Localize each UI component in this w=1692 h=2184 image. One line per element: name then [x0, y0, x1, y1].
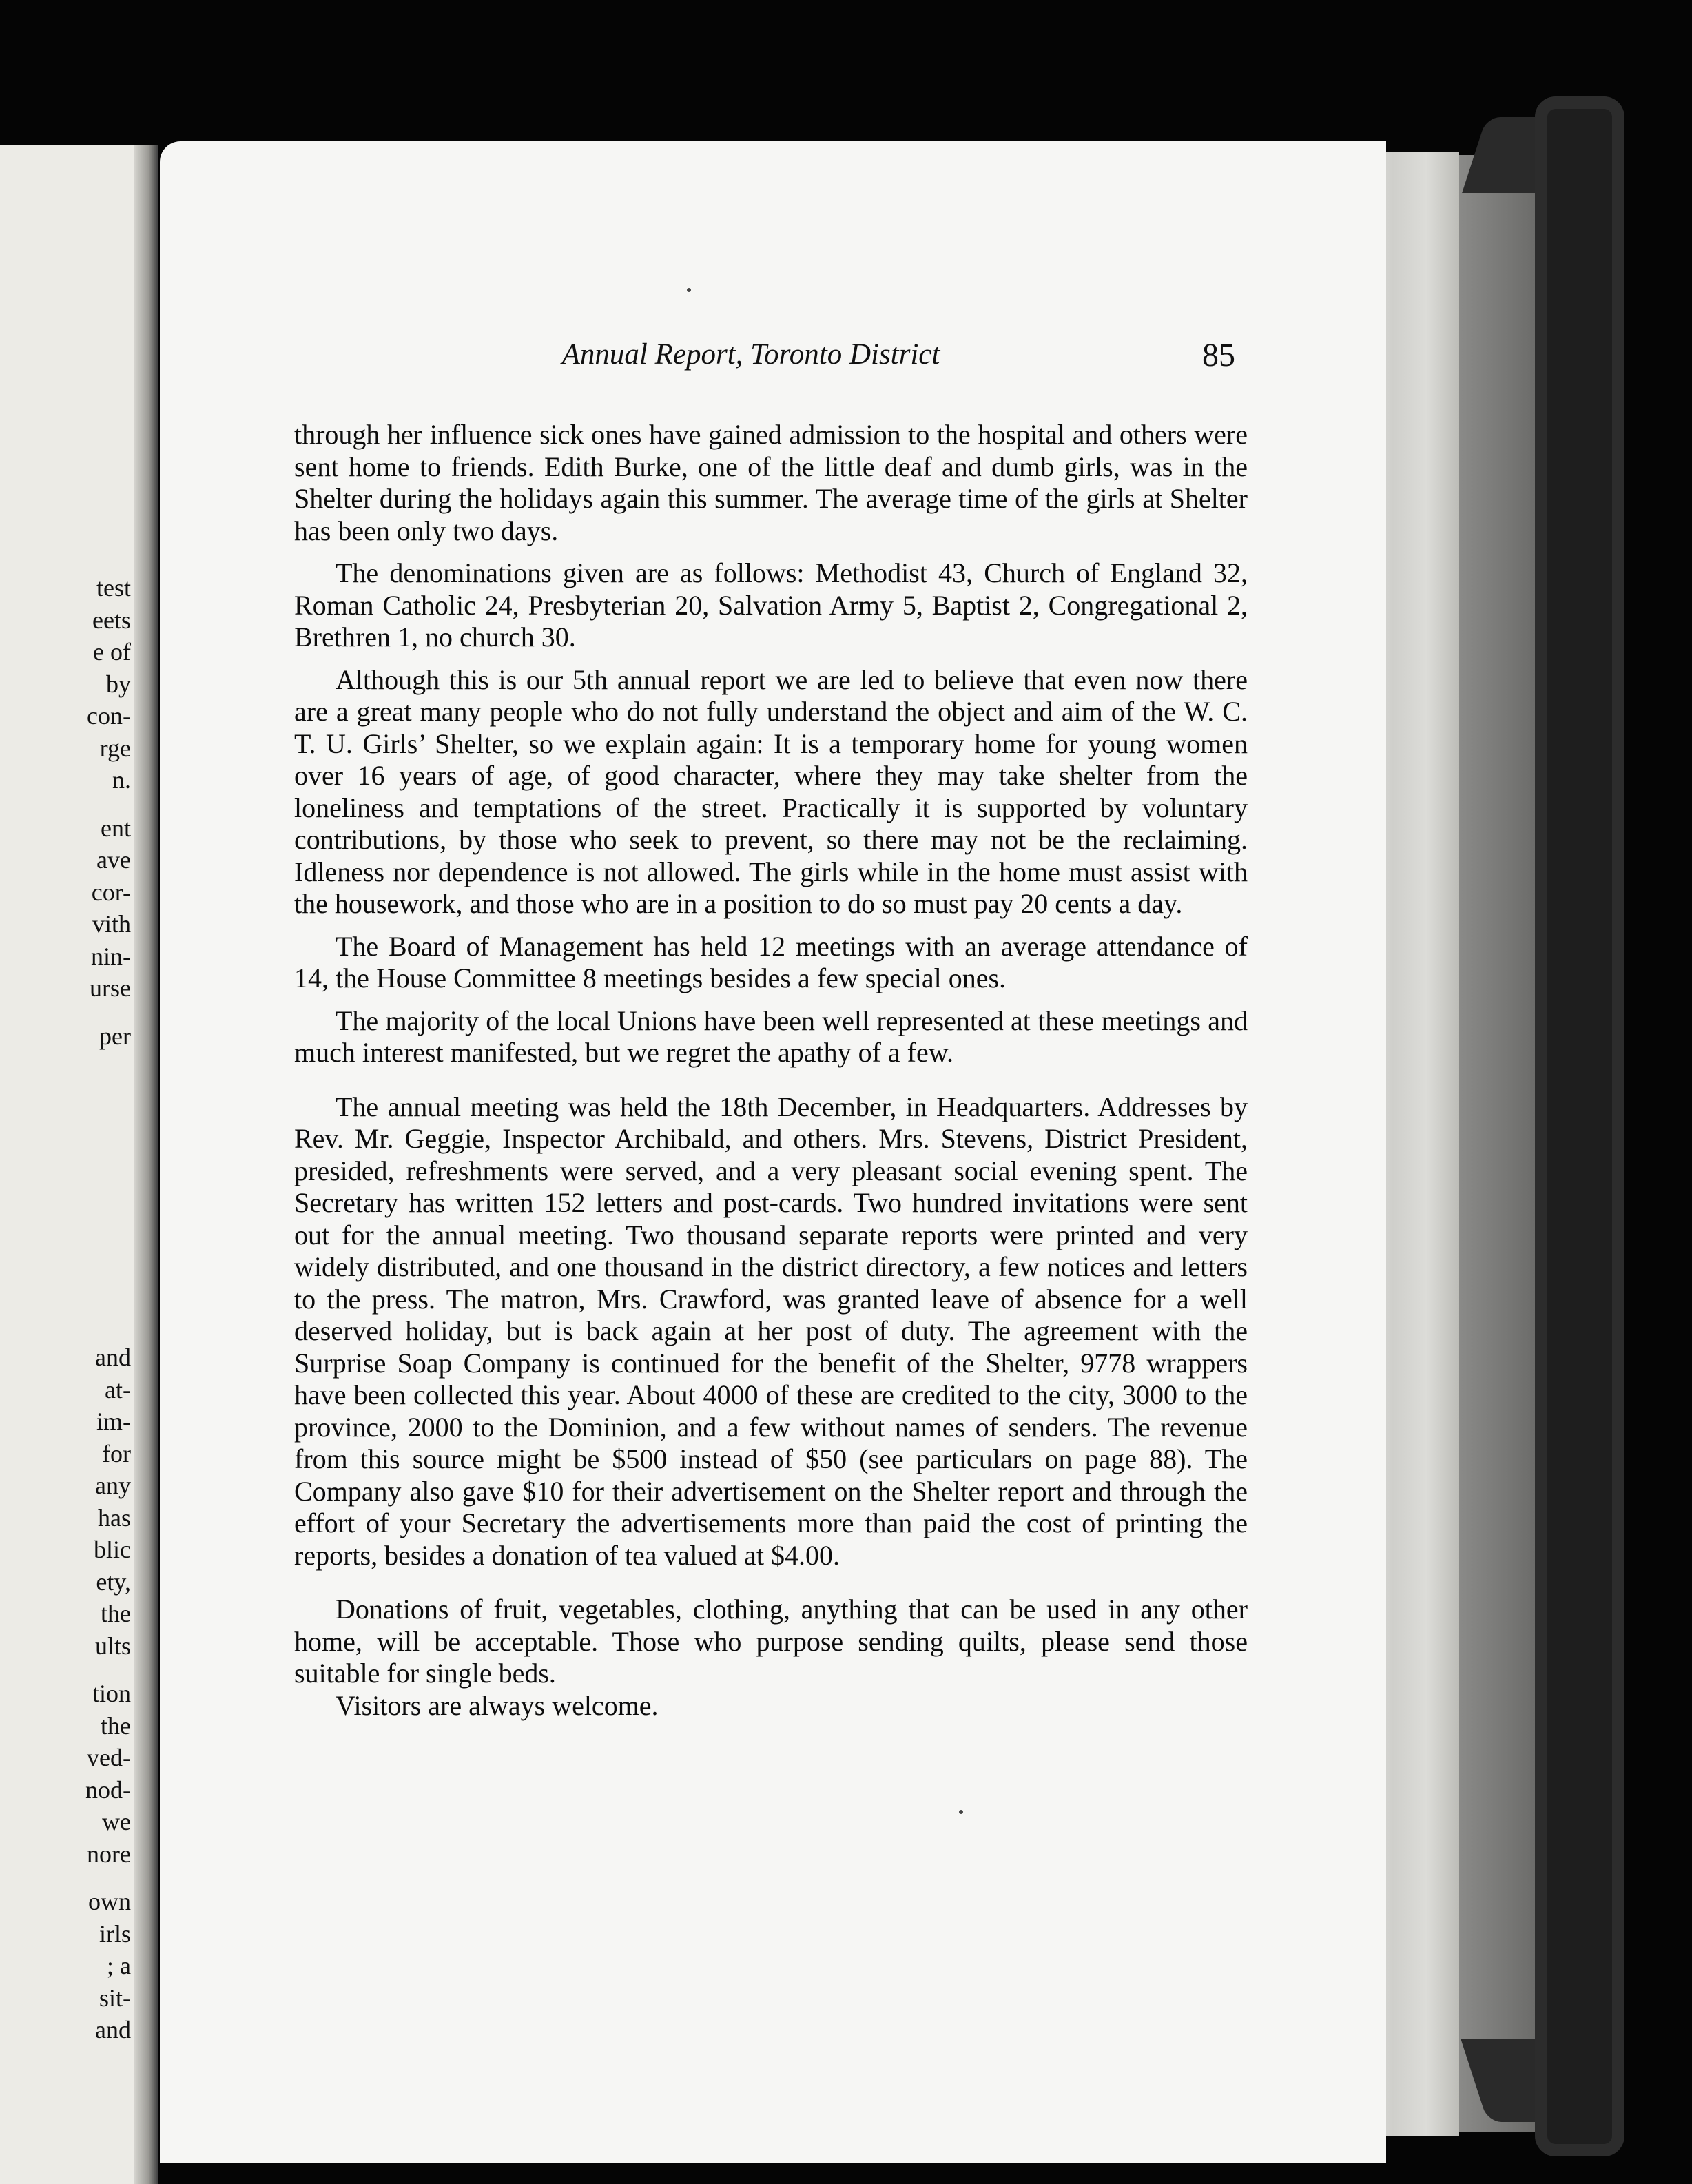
left-page-line: n.	[112, 766, 131, 794]
left-page-line: tion	[92, 1680, 131, 1707]
left-page-line: e of	[93, 638, 131, 666]
left-page-line: ved-	[87, 1744, 131, 1771]
left-page-line	[0, 1052, 131, 1341]
left-page-line: blic	[94, 1536, 131, 1563]
left-page-line: ave	[96, 846, 131, 874]
paper-speck	[959, 1810, 963, 1814]
left-page-line: per	[99, 1022, 131, 1050]
left-page-line: nore	[87, 1840, 131, 1868]
paragraph: Although this is our 5th annual report we are led to believe that even now there are a great many people who do not fully understand the object and aim of the W. C. T. U. Girls’ Shelter, so we explain again: It is a temporary home for young women over 16 years of age, of good character, where they may take shelter from the loneliness and temptations of the street. Practically it is supported by voluntary contributions, by those who seek to prevent, so there may not be the reclaiming. Idleness nor dependence is not allowed. The girls while in the home must assist with the housework, and those who are in a position to do so must pay 20 cents a day.	[294, 663, 1248, 919]
left-page-line: ent	[101, 814, 131, 842]
left-page-line	[0, 1662, 131, 1678]
left-page-line: vith	[92, 910, 131, 938]
paragraph: The denominations given are as follows: Methodist 43, Church of England 32, Roman Catholic 24, Presbyterian 20, Salvation Army 5, Baptist 2, Congregational 2, Brethren 1, no church 30.	[294, 557, 1248, 652]
left-page-line: we	[102, 1808, 131, 1835]
book-gutter	[134, 145, 158, 2184]
paragraph: The majority of the local Unions have been well represented at these meetings and much interest manifested, but we regret the apathy of a few.	[294, 1005, 1248, 1068]
left-page-line: im-	[96, 1408, 131, 1435]
paragraph: The annual meeting was held the 18th December, in Headquarters. Addresses by Rev. Mr. Geggie, Inspector Archibald, and others. Mrs. Stevens, District President, presided, refreshments were served, and a very pleasant social evening spent. The Secretary has written 152 letters and post-cards. Two hundred invitations were sent out for the annual meeting. Two thousand separate reports were printed and very widely distributed, and one thousand in the district directory, a few notices and letters to the press. The matron, Mrs. Crawford, was granted leave of absence for a well deserved holiday, but is back again at her post of duty. The agreement with the Surprise Soap Company is continued for the benefit of the Shelter, 9778 wrappers have been collected this year. About 4000 of these are credited to the city, 3000 to the province, 2000 to the Dominion, and a few without names of senders. The revenue from this source might be $500 instead of $50 (see particulars on page 88). The Company also gave $10 for their advertisement on the Shelter report and through the effort of your Secretary the advertisements more than paid the cost of printing the reports, besides a donation of tea valued at $4.00.	[294, 1091, 1248, 1571]
left-page-line	[0, 796, 131, 812]
left-page-line: at-	[105, 1375, 131, 1403]
left-page-line: and	[95, 1343, 131, 1371]
left-page-line: sit-	[99, 1984, 131, 2012]
left-page-line: any	[95, 1472, 131, 1499]
left-page-line: cor-	[91, 878, 131, 906]
paper-speck	[687, 288, 691, 292]
left-page-line	[0, 1870, 131, 1886]
left-page-line: irls	[99, 1919, 131, 1948]
body-text	[294, 419, 1248, 1732]
left-page-line: eets	[92, 606, 131, 634]
left-page-line: nod-	[85, 1775, 131, 1804]
paragraph: The Board of Management has held 12 meetings with an average attendance of 14, the House Committee 8 meetings besides a few special ones.	[294, 930, 1248, 993]
left-page-line: con-	[87, 702, 131, 730]
left-facing-page	[0, 145, 158, 2184]
left-page-line: for	[102, 1439, 131, 1467]
page-number: 85	[1202, 337, 1235, 373]
paragraph: through her influence sick ones have gained admission to the hospital and others were sent home to friends. Edith Burke, one of the little deaf and dumb girls, was in the Shelter during the holidays again this summer. The average time of the girls at Shelter has been only two days.	[294, 419, 1248, 546]
left-page-line: by	[106, 670, 131, 698]
paragraph: Donations of fruit, vegetables, clothing, anything that can be used in any other home, will be acceptable. Those who purpose sending quilts, please send those suitable for single beds.	[294, 1594, 1248, 1689]
left-page-line: ety,	[96, 1567, 131, 1596]
left-page-line: rge	[99, 734, 131, 762]
left-page-line: and	[95, 2016, 131, 2043]
paragraph: Visitors are always welcome.	[336, 1689, 659, 1721]
left-page-line: has	[98, 1503, 131, 1532]
left-page-line: test	[96, 574, 131, 601]
left-page-line: own	[88, 1888, 131, 1915]
page-block-side	[1459, 155, 1535, 2132]
left-page-line: urse	[90, 974, 131, 1002]
left-page-line: the	[101, 1711, 131, 1740]
book-cover	[1535, 96, 1624, 2156]
left-page-line: nin-	[91, 942, 131, 970]
left-page-line	[0, 1005, 131, 1020]
left-page-text-fragments	[0, 572, 131, 2046]
left-page-line: ; a	[107, 1952, 131, 1979]
left-page-line: ults	[94, 1631, 131, 1660]
running-head: Annual Report, Toronto District	[561, 338, 940, 371]
left-page-line: the	[101, 1600, 131, 1627]
